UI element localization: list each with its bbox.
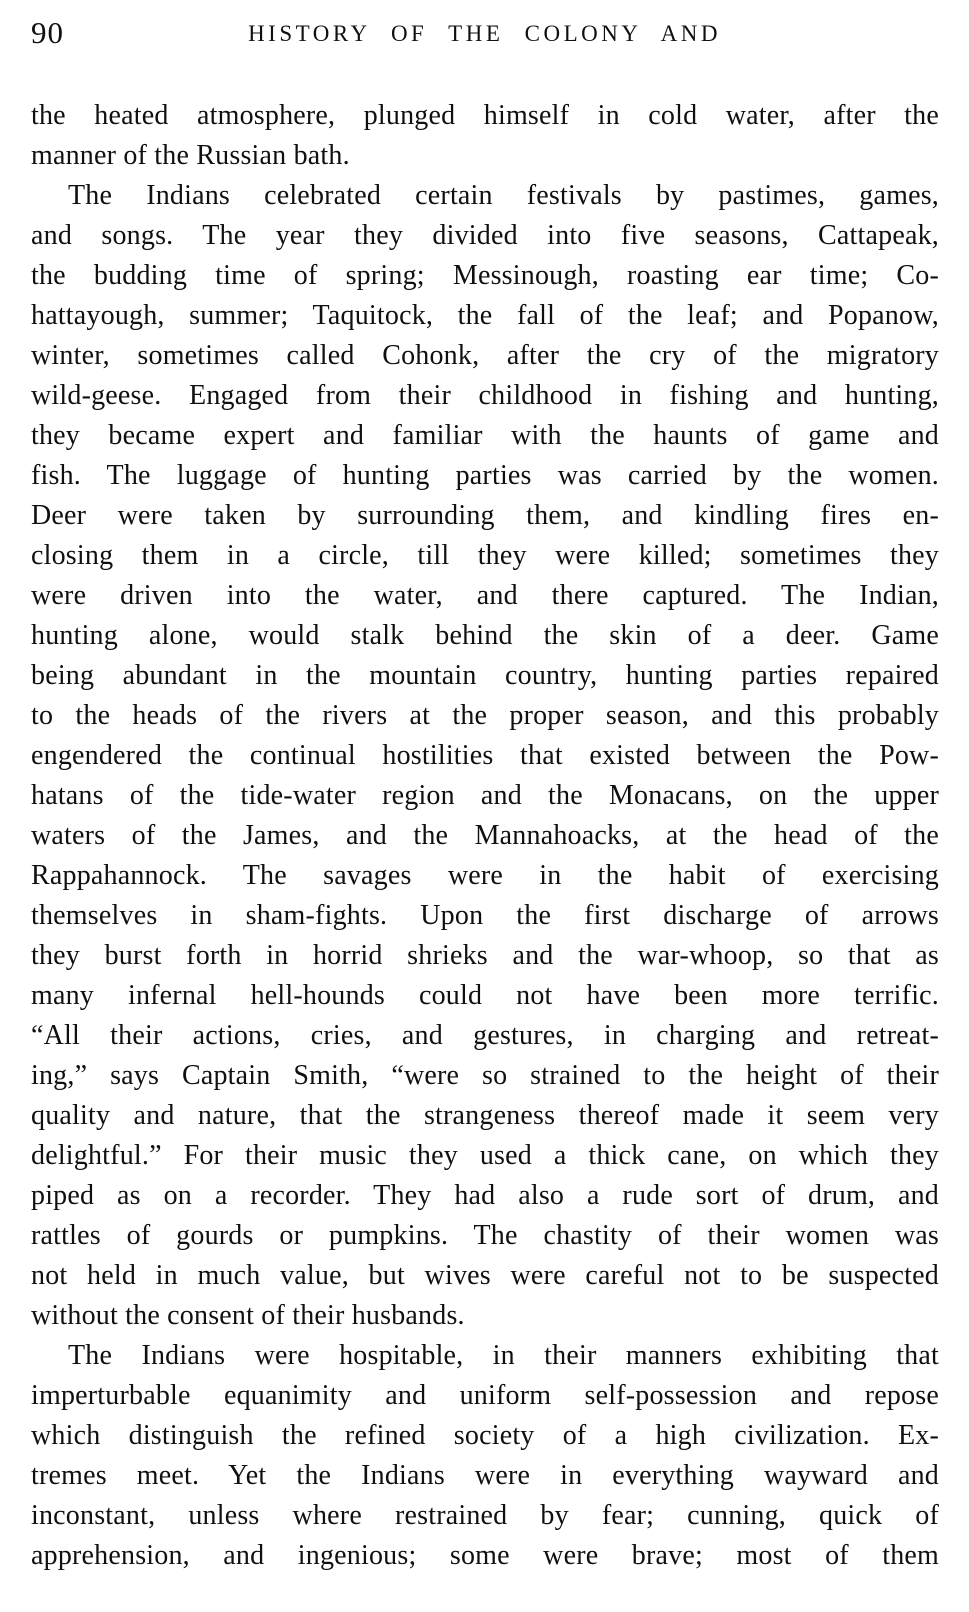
text-line: wild-geese. Engaged from their childhood in fishing and hunting, <box>31 380 939 411</box>
text-line: fish. The luggage of hunting parties was carried by the women. <box>31 460 939 491</box>
text-line: delightful.” For their music they used a thick cane, on which they <box>31 1140 939 1171</box>
text-line: were driven into the water, and there captured. The Indian, <box>31 580 939 611</box>
text-line: the heated atmosphere, plunged himself in cold water, after the <box>31 100 939 131</box>
text-line: apprehension, and ingenious; some were brave; most of them <box>31 1540 939 1571</box>
text-line: inconstant, unless where restrained by fear; cunning, quick of <box>31 1500 939 1531</box>
page-number: 90 <box>31 15 64 50</box>
text-line: quality and nature, that the strangeness thereof made it seem very <box>31 1100 939 1131</box>
text-line: The Indians celebrated certain festivals by pastimes, games, <box>68 180 939 211</box>
text-line: not held in much value, but wives were careful not to be suspected <box>31 1260 939 1291</box>
text-line: “All their actions, cries, and gestures, in charging and retreat- <box>31 1020 939 1051</box>
page-header <box>31 16 938 56</box>
text-line: and songs. The year they divided into five seasons, Cattapeak, <box>31 220 939 251</box>
text-line: they became expert and familiar with the haunts of game and <box>31 420 939 451</box>
text-line: piped as on a recorder. They had also a rude sort of drum, and <box>31 1180 939 1211</box>
text-line: many infernal hell-hounds could not have been more terrific. <box>31 980 939 1011</box>
text-line: engendered the continual hostilities that existed between the Pow- <box>31 740 939 771</box>
text-line: they burst forth in horrid shrieks and the war-whoop, so that as <box>31 940 939 971</box>
text-line: the budding time of spring; Messinough, roasting ear time; Co- <box>31 260 939 291</box>
text-line: hattayough, summer; Taquitock, the fall of the leaf; and Popanow, <box>31 300 939 331</box>
text-line: winter, sometimes called Cohonk, after the cry of the migratory <box>31 340 939 371</box>
text-line: hunting alone, would stalk behind the skin of a deer. Game <box>31 620 939 651</box>
text-line: imperturbable equanimity and uniform self-possession and repose <box>31 1380 939 1411</box>
text-line: rattles of gourds or pumpkins. The chastity of their women was <box>31 1220 939 1251</box>
text-line: hatans of the tide-water region and the Monacans, on the upper <box>31 780 939 811</box>
text-line: Rappahannock. The savages were in the habit of exercising <box>31 860 939 891</box>
text-line: themselves in sham-fights. Upon the first discharge of arrows <box>31 900 939 931</box>
text-line: without the consent of their husbands. <box>31 1300 465 1331</box>
text-line: closing them in a circle, till they were killed; sometimes they <box>31 540 939 571</box>
text-line: which distinguish the refined society of a high civilization. Ex- <box>31 1420 939 1451</box>
body-text <box>31 96 939 1576</box>
text-line: The Indians were hospitable, in their manners exhibiting that <box>68 1340 939 1371</box>
text-line: waters of the James, and the Mannahoacks, at the head of the <box>31 820 939 851</box>
text-line: being abundant in the mountain country, hunting parties repaired <box>31 660 939 691</box>
running-title: HISTORY OF THE COLONY AND <box>248 21 721 46</box>
text-line: ing,” says Captain Smith, “were so strained to the height of their <box>31 1060 939 1091</box>
text-line: to the heads of the rivers at the proper season, and this probably <box>31 700 939 731</box>
text-line: Deer were taken by surrounding them, and kindling fires en- <box>31 500 939 531</box>
text-line: tremes meet. Yet the Indians were in everything wayward and <box>31 1460 939 1491</box>
text-line: manner of the Russian bath. <box>31 140 350 171</box>
